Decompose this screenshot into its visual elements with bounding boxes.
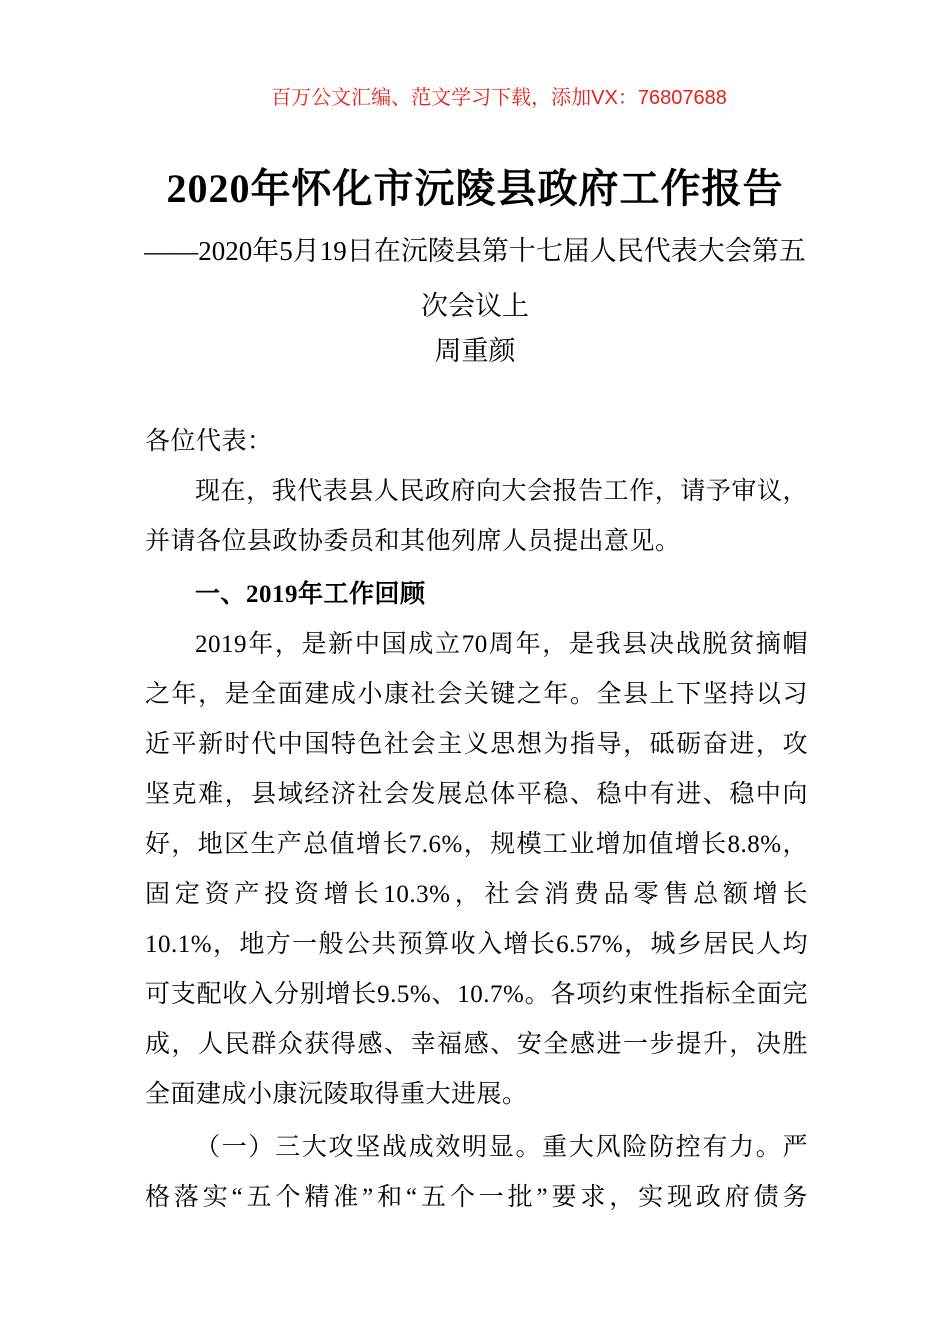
- section-heading: 一、2019年工作回顾: [195, 581, 426, 608]
- promo-notice-banner: 百万公文汇编、范文学习下载，添加VX：76807688: [271, 87, 727, 109]
- body-line: 成，人民群众获得感、幸福感、安全感进一步提升，决胜: [145, 1031, 808, 1058]
- body-line: 2019年，是新中国成立70周年，是我县决战脱贫摘帽: [195, 631, 808, 658]
- body-line: 好，地区生产总值增长7.6%，规模工业增加值增长8.8%，: [145, 831, 808, 858]
- subsection-heading-line: （一）三大攻坚战成效明显。重大风险防控有力。严: [195, 1134, 808, 1161]
- body-line: 固定资产投资增长10.3%，社会消费品零售总额增长: [145, 881, 808, 908]
- body-line: 10.1%，地方一般公共预算收入增长6.57%，城乡居民人均: [145, 931, 808, 958]
- body-line: 可支配收入分别增长9.5%、10.7%。各项约束性指标全面完: [145, 981, 808, 1008]
- document-author: 周重颜: [434, 336, 516, 366]
- body-line: 之年，是全面建成小康社会关键之年。全县上下坚持以习: [145, 681, 808, 708]
- salutation-line: 各位代表：: [145, 428, 273, 455]
- body-line: 全面建成小康沅陵取得重大进展。: [145, 1081, 528, 1108]
- body-line: 坚克难，县域经济社会发展总体平稳、稳中有进、稳中向: [145, 781, 808, 808]
- body-line: 近平新时代中国特色社会主义思想为指导，砥砺奋进，攻: [145, 731, 808, 758]
- body-line: 格落实“五个精准”和“五个一批”要求，实现政府债务: [145, 1184, 808, 1211]
- body-line: 现在，我代表县人民政府向大会报告工作，请予审议，: [195, 478, 808, 505]
- body-line: 并请各位县政协委员和其他列席人员提出意见。: [145, 528, 681, 555]
- document-title: 2020年怀化市沅陵县政府工作报告: [166, 166, 784, 211]
- document-subtitle-line-2: 次会议上: [421, 291, 529, 321]
- document-body: [145, 417, 808, 1223]
- document-subtitle-line-1: ——2020年5月19日在沅陵县第十七届人民代表大会第五: [144, 236, 806, 266]
